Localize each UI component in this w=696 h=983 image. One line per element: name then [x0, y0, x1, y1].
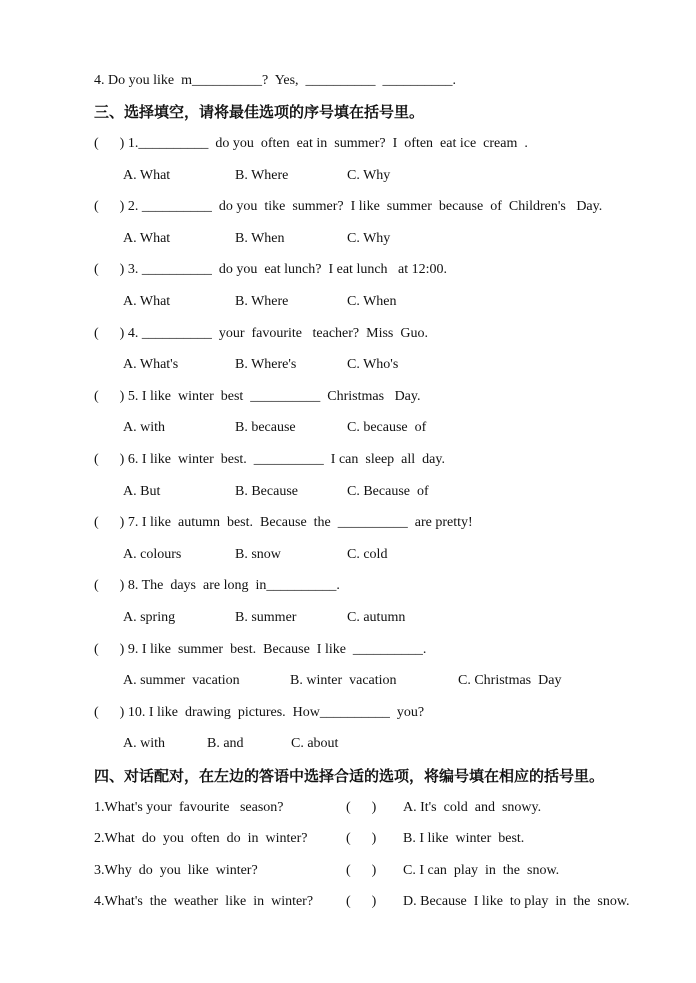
match-question: 3.Why do you like winter? [94, 863, 258, 878]
match-answer: C. I can play in the snow. [403, 863, 560, 878]
option-a: A. What [123, 294, 171, 309]
option-b: B. winter vacation [290, 673, 397, 688]
match-answer: B. I like winter best. [403, 831, 525, 846]
question-stem: ( ) 2. __________ do you tike summer? I like summer because of Children's Day. [94, 199, 603, 214]
option-a: A. summer vacation [123, 673, 240, 688]
answer-paren: ( ) [346, 831, 377, 846]
question-stem: ( ) 3. __________ do you eat lunch? I eat lunch at 12:00. [94, 262, 448, 277]
option-a: A. spring [123, 610, 176, 625]
option-b: B. Because [235, 484, 298, 499]
option-c: C. When [347, 294, 397, 309]
option-b: B. and [207, 736, 244, 751]
option-b: B. When [235, 231, 285, 246]
question-stem: ( ) 5. I like winter best __________ Christmas Day. [94, 389, 421, 404]
section-3-heading: 三、选择填空，请将最佳选项的序号填在括号里。 [94, 103, 425, 121]
option-a: A. What's [123, 357, 179, 372]
option-b: B. because [235, 420, 296, 435]
option-a: A. What [123, 231, 171, 246]
match-question: 1.What's your favourite season? [94, 800, 284, 815]
match-answer: A. It's cold and snowy. [403, 800, 542, 815]
question-stem: ( ) 4. __________ your favourite teacher? Miss Guo. [94, 326, 428, 341]
match-question: 2.What do you often do in winter? [94, 831, 308, 846]
option-c: C. Christmas Day [458, 673, 562, 688]
answer-paren: ( ) [346, 863, 377, 878]
option-a: A. colours [123, 547, 182, 562]
option-c: C. autumn [347, 610, 406, 625]
option-a: A. with [123, 420, 165, 435]
question-stem: ( ) 9. I like summer best. Because I like __________. [94, 642, 427, 657]
match-question: 4.What's the weather like in winter? [94, 894, 314, 909]
option-b: B. Where's [235, 357, 297, 372]
option-c: C. Why [347, 168, 391, 183]
option-b: B. Where [235, 294, 289, 309]
fill-blank-question-4: 4. Do you like m__________? Yes, __________ __________. [94, 73, 457, 88]
answer-paren: ( ) [346, 894, 377, 909]
option-c: C. cold [347, 547, 388, 562]
option-b: B. Where [235, 168, 289, 183]
section-4-heading: 四、对话配对，在左边的答语中选择合适的选项，将编号填在相应的括号里。 [94, 767, 605, 785]
option-c: C. Why [347, 231, 391, 246]
option-a: A. What [123, 168, 171, 183]
question-stem: ( ) 1.__________ do you often eat in summer? I often eat ice cream . [94, 136, 528, 151]
option-c: C. Who's [347, 357, 399, 372]
answer-paren: ( ) [346, 800, 377, 815]
option-c: C. Because of [347, 484, 429, 499]
option-a: A. with [123, 736, 165, 751]
option-a: A. But [123, 484, 161, 499]
question-stem: ( ) 6. I like winter best. __________ I can sleep all day. [94, 452, 445, 467]
question-stem: ( ) 10. I like drawing pictures. How__________ you? [94, 705, 425, 720]
option-b: B. snow [235, 547, 281, 562]
question-stem: ( ) 8. The days are long in__________. [94, 578, 340, 593]
option-c: C. about [291, 736, 339, 751]
option-b: B. summer [235, 610, 297, 625]
match-answer: D. Because I like to play in the snow. [403, 894, 630, 909]
option-c: C. because of [347, 420, 427, 435]
question-stem: ( ) 7. I like autumn best. Because the __________ are pretty! [94, 515, 473, 530]
